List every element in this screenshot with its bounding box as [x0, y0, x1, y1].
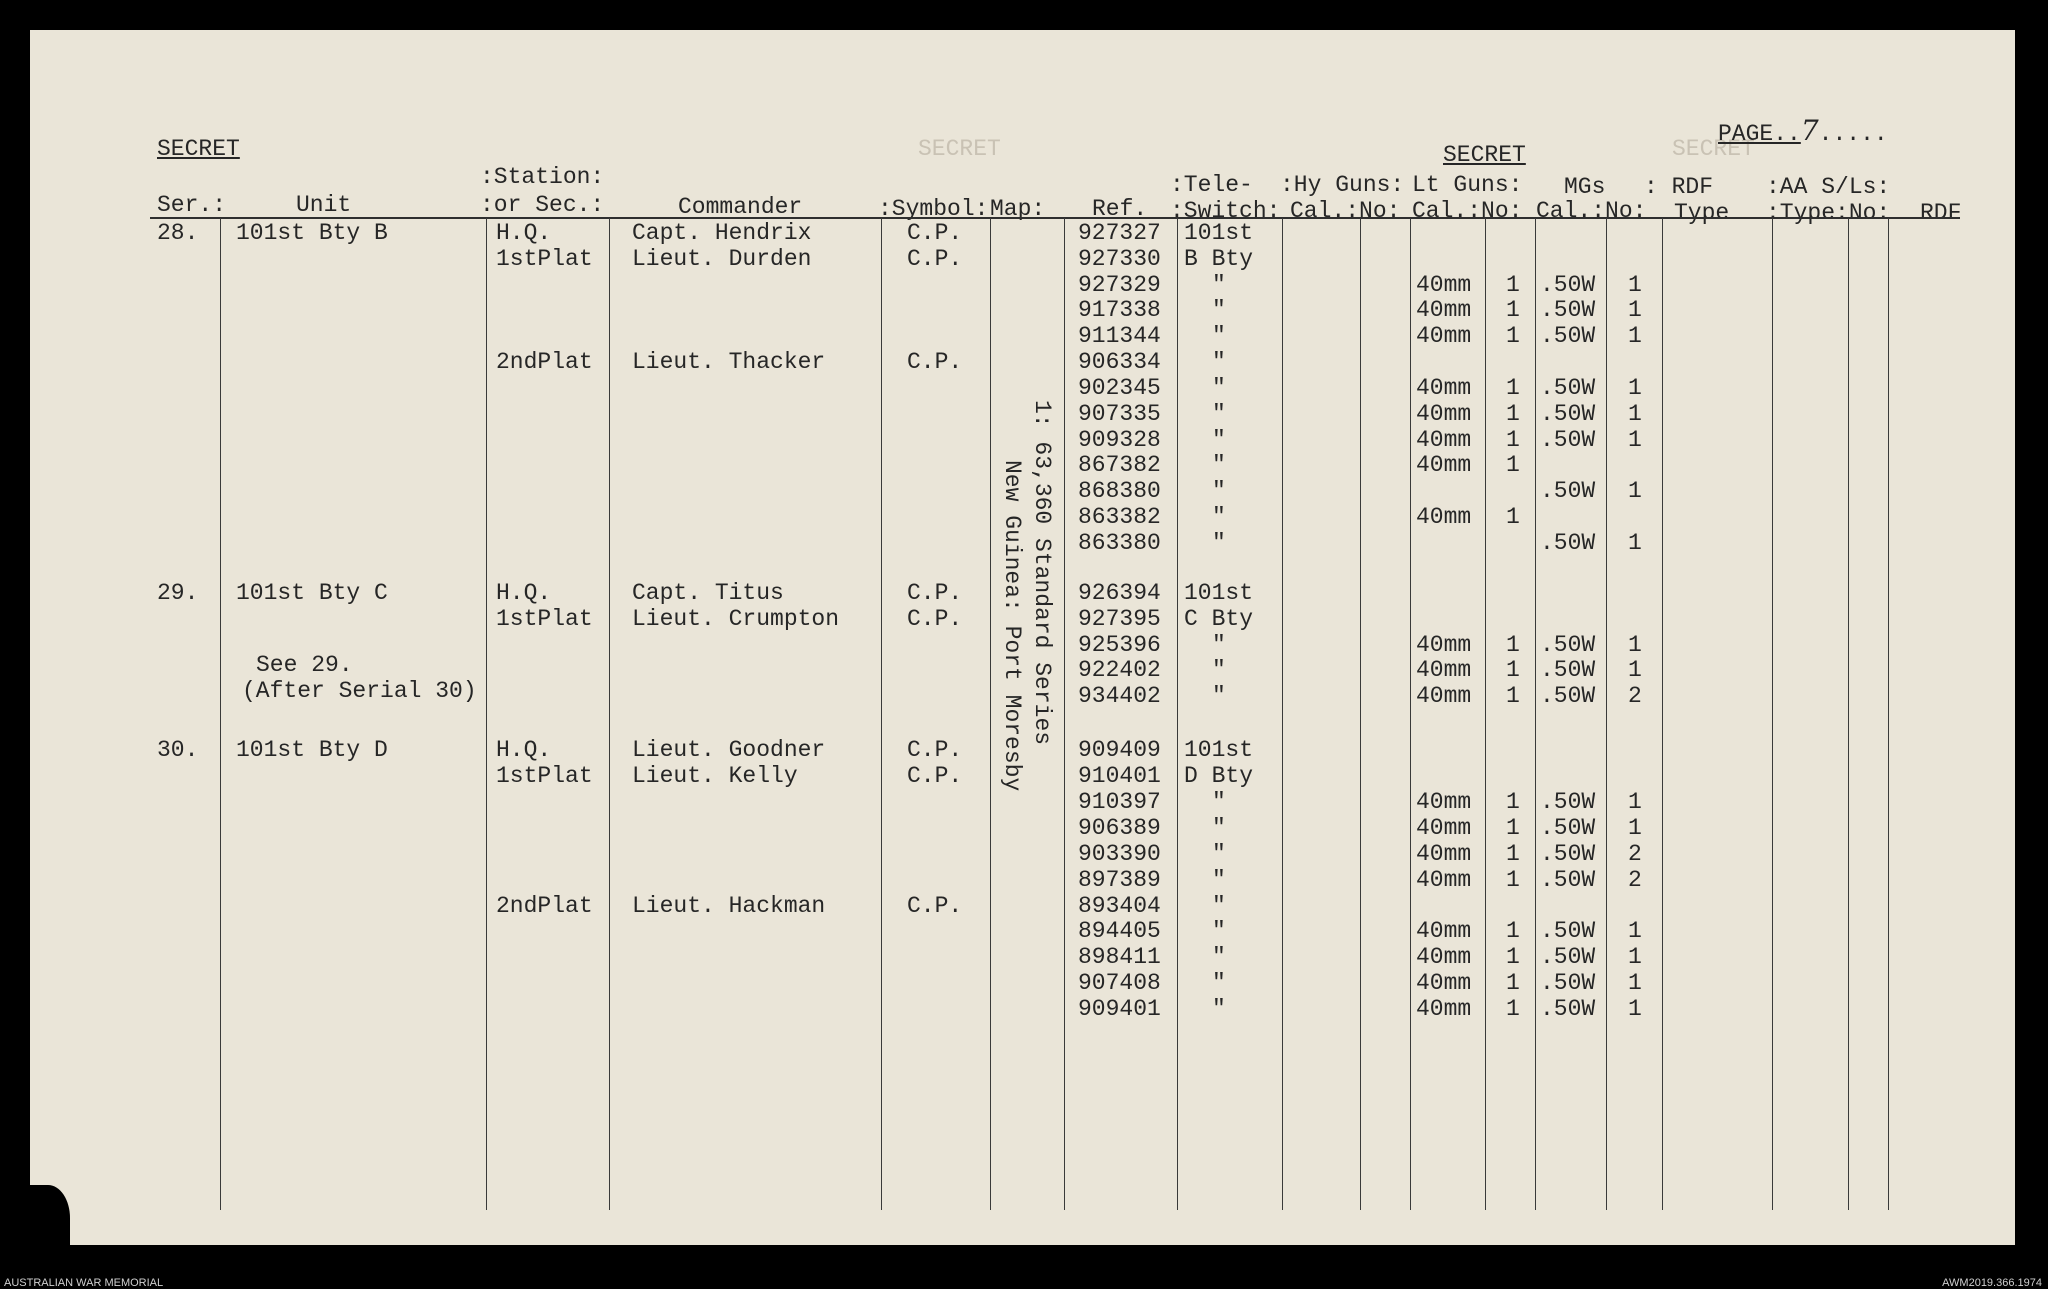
row-lt-no: 1 — [1506, 375, 1520, 401]
col-divider-rdf — [1662, 218, 1663, 1210]
row-ref: 897389 — [1078, 867, 1161, 893]
row-lt-cal: 40mm — [1416, 867, 1472, 893]
row-commander: Lieut. Hackman — [632, 893, 826, 919]
row-switch: " — [1212, 815, 1226, 841]
row-ref: 917338 — [1078, 297, 1161, 323]
row-ref: 910397 — [1078, 789, 1161, 815]
col-ser: Ser.: — [157, 192, 227, 218]
row-lt-no: 1 — [1506, 996, 1520, 1022]
row-mg-cal: .50W — [1540, 970, 1596, 996]
col-lt-top: Lt Guns: — [1412, 172, 1523, 198]
page-label-text: PAGE.. — [1718, 121, 1801, 147]
row-lt-no: 1 — [1506, 918, 1520, 944]
row-lt-cal: 40mm — [1416, 297, 1472, 323]
col-divider-switch — [1177, 218, 1178, 1210]
row-lt-cal: 40mm — [1416, 632, 1472, 658]
col-rdf-end: RDF — [1920, 200, 1962, 226]
row-unit: 101st Bty B — [236, 220, 388, 246]
row-commander: Lieut. Kelly — [632, 763, 798, 789]
map-reference-line1: 1: 63,360 Standard Series — [1029, 400, 1055, 746]
row-lt-cal: 40mm — [1416, 996, 1472, 1022]
row-mg-cal: .50W — [1540, 815, 1596, 841]
row-lt-no: 1 — [1506, 427, 1520, 453]
row-symbol: C.P. — [907, 580, 963, 606]
row-switch: C Bty — [1184, 606, 1254, 632]
row-lt-cal: 40mm — [1416, 427, 1472, 453]
row-switch: " — [1212, 452, 1226, 478]
row-mg-cal: .50W — [1540, 323, 1596, 349]
row-mg-cal: .50W — [1540, 683, 1596, 709]
row-ref: 863382 — [1078, 504, 1161, 530]
row-mg-no: 1 — [1628, 478, 1642, 504]
row-lt-no: 1 — [1506, 657, 1520, 683]
row-mg-cal: .50W — [1540, 297, 1596, 323]
row-switch: D Bty — [1184, 763, 1254, 789]
row-switch: 101st — [1184, 580, 1254, 606]
row-mg-cal: .50W — [1540, 918, 1596, 944]
row-mg-cal: .50W — [1540, 867, 1596, 893]
col-divider-ref — [1064, 218, 1065, 1210]
row-commander: Capt. Hendrix — [632, 220, 812, 246]
row-mg-no: 1 — [1628, 632, 1642, 658]
row-switch: " — [1212, 427, 1226, 453]
row-lt-cal: 40mm — [1416, 970, 1472, 996]
secret-label-left: SECRET — [157, 136, 240, 162]
col-divider-mg — [1535, 218, 1536, 1210]
row-ref: 903390 — [1078, 841, 1161, 867]
page-dots: ..... — [1818, 121, 1888, 147]
row-commander: Capt. Titus — [632, 580, 784, 606]
row-ref: 906334 — [1078, 349, 1161, 375]
row-lt-cal: 40mm — [1416, 657, 1472, 683]
row-mg-cal: .50W — [1540, 789, 1596, 815]
row-mg-no: 1 — [1628, 401, 1642, 427]
row-switch: B Bty — [1184, 246, 1254, 272]
row-mg-no: 1 — [1628, 944, 1642, 970]
row-mg-cal: .50W — [1540, 841, 1596, 867]
row-mg-no: 1 — [1628, 789, 1642, 815]
row-symbol: C.P. — [907, 763, 963, 789]
row-lt-no: 1 — [1506, 401, 1520, 427]
row-ref: 909401 — [1078, 996, 1161, 1022]
ghost-secret: SECRET — [918, 136, 1001, 162]
col-divider-symbol — [881, 218, 882, 1210]
row-ref: 927327 — [1078, 220, 1161, 246]
row-switch: " — [1212, 323, 1226, 349]
row-mg-no: 2 — [1628, 841, 1642, 867]
row-lt-no: 1 — [1506, 323, 1520, 349]
col-mg-top: MGs — [1564, 174, 1606, 200]
col-divider-aa-no — [1848, 218, 1849, 1210]
row-lt-cal: 40mm — [1416, 452, 1472, 478]
row-station: 2ndPlat — [496, 893, 593, 919]
row-symbol: C.P. — [907, 606, 963, 632]
row-lt-cal: 40mm — [1416, 918, 1472, 944]
row-lt-no: 1 — [1506, 970, 1520, 996]
row-ref: 926394 — [1078, 580, 1161, 606]
col-map: Map: — [990, 196, 1046, 222]
row-lt-no: 1 — [1506, 272, 1520, 298]
row-mg-cal: .50W — [1540, 632, 1596, 658]
col-divider-lt — [1410, 218, 1411, 1210]
row-ref: 868380 — [1078, 478, 1161, 504]
row-lt-no: 1 — [1506, 297, 1520, 323]
col-divider-rdf-end — [1888, 218, 1889, 1210]
row-ref: 894405 — [1078, 918, 1161, 944]
row-ref: 907335 — [1078, 401, 1161, 427]
footer-credit: AUSTRALIAN WAR MEMORIAL — [4, 1277, 164, 1289]
row-commander: Lieut. Goodner — [632, 737, 826, 763]
row-unit: 101st Bty D — [236, 737, 388, 763]
row-mg-cal: .50W — [1540, 657, 1596, 683]
row-switch: " — [1212, 478, 1226, 504]
row-mg-no: 1 — [1628, 323, 1642, 349]
row-lt-cal: 40mm — [1416, 841, 1472, 867]
row-ser: 30. — [157, 737, 199, 763]
row-mg-no: 1 — [1628, 970, 1642, 996]
row-ref: 909328 — [1078, 427, 1161, 453]
col-symbol: :Symbol: — [878, 196, 989, 222]
col-tele-bottom: :Switch: — [1170, 198, 1281, 224]
row-ref: 927330 — [1078, 246, 1161, 272]
footer-accession: AWM2019.366.1974 — [1942, 1277, 2042, 1289]
col-hy-bottom: Cal.:No: — [1290, 198, 1401, 224]
row-lt-no: 1 — [1506, 867, 1520, 893]
row-ref: 911344 — [1078, 323, 1161, 349]
row-switch: " — [1212, 970, 1226, 996]
row-switch: " — [1212, 504, 1226, 530]
row-lt-cal: 40mm — [1416, 815, 1472, 841]
row-switch: " — [1212, 530, 1226, 556]
row-switch: " — [1212, 867, 1226, 893]
row-switch: " — [1212, 944, 1226, 970]
row-mg-no: 1 — [1628, 918, 1642, 944]
row-lt-cal: 40mm — [1416, 375, 1472, 401]
row-symbol: C.P. — [907, 246, 963, 272]
col-aa-top: :AA S/Ls: — [1766, 174, 1891, 200]
row-mg-cal: .50W — [1540, 478, 1596, 504]
row-ref: 909409 — [1078, 737, 1161, 763]
map-reference-line2: New Guinea: Port Moresby — [999, 460, 1025, 792]
col-mg-bottom: Cal.:No: — [1536, 198, 1647, 224]
row-ser: 29. — [157, 580, 199, 606]
row-lt-cal: 40mm — [1416, 272, 1472, 298]
row-symbol: C.P. — [907, 737, 963, 763]
row-lt-no: 1 — [1506, 683, 1520, 709]
row-mg-cal: .50W — [1540, 944, 1596, 970]
row-unit: 101st Bty C — [236, 580, 388, 606]
col-station-bottom: :or Sec.: — [480, 192, 605, 218]
row-switch: 101st — [1184, 220, 1254, 246]
row-mg-no: 1 — [1628, 297, 1642, 323]
row-lt-no: 1 — [1506, 452, 1520, 478]
row-mg-no: 1 — [1628, 996, 1642, 1022]
row-lt-no: 1 — [1506, 815, 1520, 841]
ghost-secret-right: SECRET — [1672, 136, 1755, 162]
row-mg-no: 2 — [1628, 867, 1642, 893]
row-mg-cal: .50W — [1540, 530, 1596, 556]
row-station: 2ndPlat — [496, 349, 593, 375]
col-hy-top: :Hy Guns: — [1280, 172, 1405, 198]
row-switch: " — [1212, 375, 1226, 401]
note-line1: See 29. — [256, 652, 353, 678]
note-line2: (After Serial 30) — [242, 678, 477, 704]
col-ref: Ref. — [1092, 196, 1148, 222]
row-ref: 922402 — [1078, 657, 1161, 683]
page-label — [1718, 114, 1888, 147]
row-ref: 907408 — [1078, 970, 1161, 996]
page-number: 7 — [1800, 114, 1819, 147]
row-ref: 927329 — [1078, 272, 1161, 298]
row-lt-cal: 40mm — [1416, 944, 1472, 970]
row-lt-no: 1 — [1506, 944, 1520, 970]
col-divider-map — [990, 218, 991, 1210]
col-divider-lt-no — [1485, 218, 1486, 1210]
row-ref: 910401 — [1078, 763, 1161, 789]
row-ref: 902345 — [1078, 375, 1161, 401]
row-station: 1stPlat — [496, 606, 593, 632]
col-divider-hy-no — [1360, 218, 1361, 1210]
row-mg-cal: .50W — [1540, 375, 1596, 401]
row-symbol: C.P. — [907, 220, 963, 246]
row-lt-cal: 40mm — [1416, 323, 1472, 349]
row-station: H.Q. — [496, 737, 552, 763]
row-switch: " — [1212, 683, 1226, 709]
col-aa-bottom: :Type:No: — [1766, 200, 1891, 226]
row-switch: " — [1212, 918, 1226, 944]
row-switch: " — [1212, 297, 1226, 323]
secret-label-center: SECRET — [1443, 142, 1526, 168]
row-switch: " — [1212, 841, 1226, 867]
row-symbol: C.P. — [907, 893, 963, 919]
row-switch: " — [1212, 893, 1226, 919]
row-ref: 867382 — [1078, 452, 1161, 478]
row-mg-cal: .50W — [1540, 996, 1596, 1022]
row-lt-no: 1 — [1506, 632, 1520, 658]
col-rdf-bottom: Type — [1674, 200, 1730, 226]
row-mg-no: 1 — [1628, 375, 1642, 401]
row-switch: " — [1212, 632, 1226, 658]
row-ref: 927395 — [1078, 606, 1161, 632]
header-rule — [150, 217, 1960, 219]
row-ref: 898411 — [1078, 944, 1161, 970]
col-divider-commander — [609, 218, 610, 1210]
row-switch: " — [1212, 349, 1226, 375]
col-unit: Unit — [296, 192, 352, 218]
row-ser: 28. — [157, 220, 199, 246]
col-tele-top: :Tele- — [1170, 172, 1253, 198]
row-lt-no: 1 — [1506, 789, 1520, 815]
col-rdf-top: : RDF — [1644, 174, 1714, 200]
col-commander: Commander — [678, 194, 803, 220]
row-mg-no: 1 — [1628, 657, 1642, 683]
row-switch: " — [1212, 789, 1226, 815]
row-lt-no: 1 — [1506, 504, 1520, 530]
row-mg-no: 1 — [1628, 815, 1642, 841]
row-station: 1stPlat — [496, 763, 593, 789]
row-switch: 101st — [1184, 737, 1254, 763]
col-divider-mg-no — [1606, 218, 1607, 1210]
row-lt-no: 1 — [1506, 841, 1520, 867]
col-divider-hy — [1282, 218, 1283, 1210]
col-lt-bottom: Cal.:No: — [1412, 198, 1523, 224]
col-divider-station — [486, 218, 487, 1210]
row-station: 1stPlat — [496, 246, 593, 272]
row-lt-cal: 40mm — [1416, 504, 1472, 530]
row-mg-no: 1 — [1628, 272, 1642, 298]
row-station: H.Q. — [496, 220, 552, 246]
row-lt-cal: 40mm — [1416, 401, 1472, 427]
row-commander: Lieut. Thacker — [632, 349, 826, 375]
row-symbol: C.P. — [907, 349, 963, 375]
row-station: H.Q. — [496, 580, 552, 606]
row-commander: Lieut. Durden — [632, 246, 812, 272]
col-divider-unit — [220, 218, 221, 1210]
row-ref: 893404 — [1078, 893, 1161, 919]
col-divider-aa — [1772, 218, 1773, 1210]
row-switch: " — [1212, 657, 1226, 683]
row-mg-cal: .50W — [1540, 401, 1596, 427]
row-mg-no: 1 — [1628, 530, 1642, 556]
row-switch: " — [1212, 401, 1226, 427]
row-ref: 925396 — [1078, 632, 1161, 658]
row-switch: " — [1212, 996, 1226, 1022]
row-switch: " — [1212, 272, 1226, 298]
row-ref: 863380 — [1078, 530, 1161, 556]
row-ref: 934402 — [1078, 683, 1161, 709]
row-mg-cal: .50W — [1540, 272, 1596, 298]
row-lt-cal: 40mm — [1416, 789, 1472, 815]
row-commander: Lieut. Crumpton — [632, 606, 840, 632]
row-mg-no: 2 — [1628, 683, 1642, 709]
col-station-top: :Station: — [480, 164, 605, 190]
row-ref: 906389 — [1078, 815, 1161, 841]
row-lt-cal: 40mm — [1416, 683, 1472, 709]
row-mg-no: 1 — [1628, 427, 1642, 453]
row-mg-cal: .50W — [1540, 427, 1596, 453]
